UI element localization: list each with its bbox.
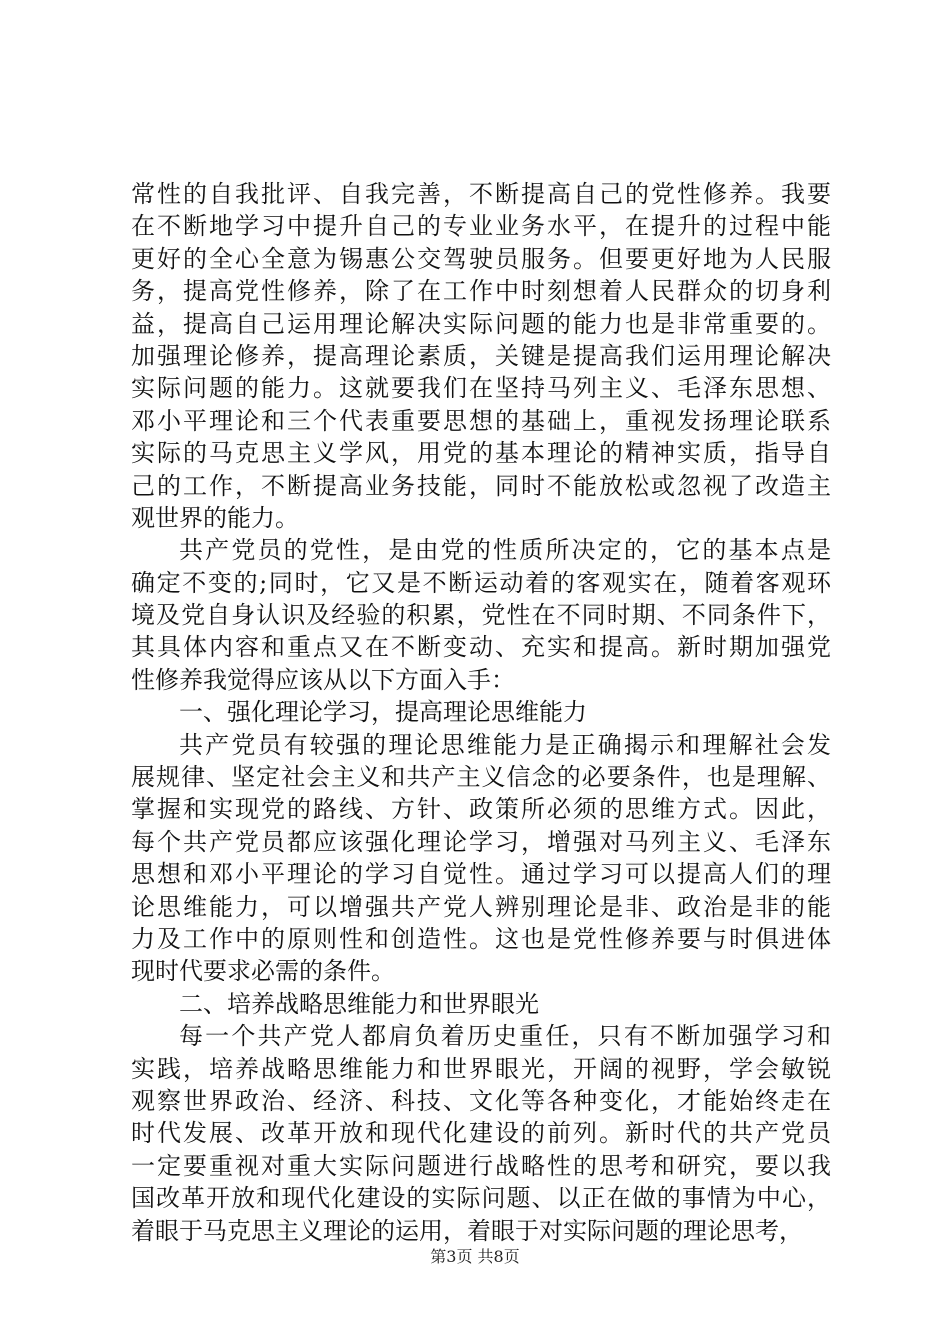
text-line: 邓小平理论和三个代表重要思想的基础上，重视发扬理论联系 (131, 406, 831, 435)
text-line: 更好的全心全意为锡惠公交驾驶员服务。但要更好地为人民服 (131, 244, 831, 273)
text-line: 每一个共产党人都肩负着历史重任，只有不断加强学习和 (179, 1022, 831, 1051)
text-line: 一、强化理论学习，提高理论思维能力 (179, 698, 587, 727)
text-line: 论思维能力，可以增强共产党人辨别理论是非、政治是非的能 (131, 892, 831, 921)
paragraph (131, 729, 831, 988)
text-line: 益，提高自己运用理论解决实际问题的能力也是非常重要的。 (131, 309, 831, 338)
text-line: 己的工作，不断提高业务技能，同时不能放松或忽视了改造主 (131, 471, 831, 500)
document-body (131, 178, 831, 1247)
text-line: 加强理论修养，提高理论素质，关键是提高我们运用理论解决 (131, 341, 831, 370)
section-heading (131, 696, 831, 728)
text-line: 实际问题的能力。这就要我们在坚持马列主义、毛泽东思想、 (131, 374, 831, 403)
text-line: 时代发展、改革开放和现代化建设的前列。新时代的共产党员 (131, 1119, 831, 1148)
text-line: 共产党员有较强的理论思维能力是正确揭示和理解社会发 (179, 730, 831, 759)
text-line: 共产党员的党性，是由党的性质所决定的，它的基本点是 (179, 536, 831, 565)
text-line: 确定不变的;同时，它又是不断运动着的客观实在，随着客观环 (131, 568, 831, 597)
paragraph (131, 534, 831, 696)
text-line: 实践，培养战略思维能力和世界眼光，开阔的视野，学会敏锐 (131, 1054, 831, 1083)
text-line: 每个共产党员都应该强化理论学习，增强对马列主义、毛泽东 (131, 827, 831, 856)
text-line: 二、培养战略思维能力和世界眼光 (179, 989, 539, 1018)
text-line: 其具体内容和重点又在不断变动、充实和提高。新时期加强党 (131, 633, 831, 662)
section-heading (131, 988, 831, 1020)
text-line: 国改革开放和现代化建设的实际问题、以正在做的事情为中心， (131, 1184, 831, 1213)
text-line: 现时代要求必需的条件。 (131, 957, 395, 986)
text-line: 一定要重视对重大实际问题进行战略性的思考和研究，要以我 (131, 1151, 831, 1180)
text-line: 务，提高党性修养，除了在工作中时刻想着人民群众的切身利 (131, 277, 831, 306)
text-line: 着眼于马克思主义理论的运用，着眼于对实际问题的理论思考， (131, 1216, 803, 1245)
text-line: 掌握和实现党的路线、方针、政策所必须的思维方式。因此， (131, 795, 831, 824)
text-line: 展规律、坚定社会主义和共产主义信念的必要条件，也是理解、 (131, 763, 831, 792)
paragraph (131, 1020, 831, 1247)
text-line: 实际的马克思主义学风，用党的基本理论的精神实质，指导自 (131, 439, 831, 468)
text-line: 观世界的能力。 (131, 503, 299, 532)
text-line: 性修养我觉得应该从以下方面入手： (131, 665, 515, 694)
text-line: 力及工作中的原则性和创造性。这也是党性修养要与时俱进体 (131, 924, 831, 953)
text-line: 观察世界政治、经济、科技、文化等各种变化，才能始终走在 (131, 1086, 831, 1115)
paragraph (131, 178, 831, 534)
text-line: 在不断地学习中提升自己的专业业务水平，在提升的过程中能 (131, 212, 831, 241)
text-line: 思想和邓小平理论的学习自觉性。通过学习可以提高人们的理 (131, 860, 831, 889)
text-line: 常性的自我批评、自我完善，不断提高自己的党性修养。我要 (131, 180, 831, 208)
page-footer: 第3页 共8页 (430, 1247, 520, 1266)
text-line: 境及党自身认识及经验的积累，党性在不同时期、不同条件下， (131, 601, 831, 630)
